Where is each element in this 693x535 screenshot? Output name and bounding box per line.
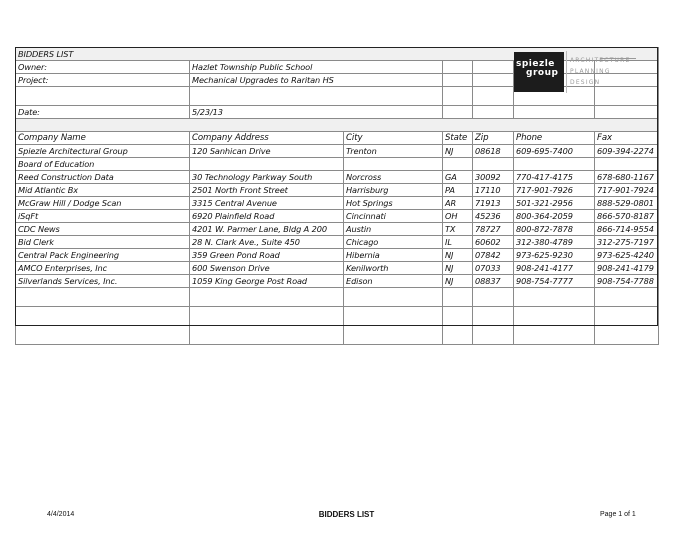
cell-zip: 08837: [473, 275, 514, 288]
cell-company-name: Silverlands Services, Inc.: [16, 275, 190, 288]
logo-mark-line2: group: [526, 68, 559, 78]
cell-fax: 908-754-7788: [595, 275, 659, 288]
cell-phone: 908-241-4177: [514, 262, 595, 275]
cell-company-address: 2501 North Front Street: [190, 184, 344, 197]
cell-fax: 973-625-4240: [595, 249, 659, 262]
date-row: [16, 106, 659, 119]
cell-company-address: 600 Swenson Drive: [190, 262, 344, 275]
cell-zip: 08618: [473, 145, 514, 158]
logo-word-planning: PLANNING: [570, 68, 611, 75]
table-row: [16, 197, 659, 210]
cell-city: Norcross: [344, 171, 443, 184]
cell-city: Austin: [344, 223, 443, 236]
logo-word-architecture: ARCHITECTURE: [570, 57, 631, 64]
footer-print-date: 4/4/2014: [47, 511, 75, 518]
column-header-row: [16, 132, 659, 145]
cell-phone: 800-872-7878: [514, 223, 595, 236]
cell-state: NJ: [443, 262, 473, 275]
cell-phone: 312-380-4789: [514, 236, 595, 249]
cell-city: Hibernia: [344, 249, 443, 262]
cell-city: Trenton: [344, 145, 443, 158]
table-row: [16, 158, 659, 171]
cell-fax: 866-714-9554: [595, 223, 659, 236]
cell-company-name: Mid Atlantic Bx: [16, 184, 190, 197]
cell-company-address: 6920 Plainfield Road: [190, 210, 344, 223]
cell-state: NJ: [443, 275, 473, 288]
col-phone: Phone: [514, 132, 595, 145]
cell-company-address: 4201 W. Parmer Lane, Bldg A 200: [190, 223, 344, 236]
cell-state: GA: [443, 171, 473, 184]
cell-phone: 501-321-2956: [514, 197, 595, 210]
table-row: [16, 145, 659, 158]
blank-band-row: [16, 119, 659, 132]
cell-city: Edison: [344, 275, 443, 288]
cell-company-name: McGraw Hill / Dodge Scan: [16, 197, 190, 210]
col-zip: Zip: [473, 132, 514, 145]
cell-fax: 866-570-8187: [595, 210, 659, 223]
cell-fax: 609-394-2274: [595, 145, 659, 158]
footer-title: BIDDERS LIST: [318, 510, 375, 519]
cell-state: AR: [443, 197, 473, 210]
col-state: State: [443, 132, 473, 145]
cell-state: IL: [443, 236, 473, 249]
col-company-name: Company Name: [16, 132, 190, 145]
table-row: [16, 223, 659, 236]
cell-company-address: 1059 King George Post Road: [190, 275, 344, 288]
cell-company-address: [190, 158, 344, 171]
cell-company-name: CDC News: [16, 223, 190, 236]
cell-fax: 888-529-0801: [595, 197, 659, 210]
cell-zip: 71913: [473, 197, 514, 210]
col-fax: Fax: [595, 132, 659, 145]
cell-company-name: Bid Clerk: [16, 236, 190, 249]
table-row: [16, 210, 659, 223]
cell-city: Kenilworth: [344, 262, 443, 275]
cell-city: Harrisburg: [344, 184, 443, 197]
cell-company-address: 3315 Central Avenue: [190, 197, 344, 210]
table-row: [16, 171, 659, 184]
cell-zip: 45236: [473, 210, 514, 223]
footer-page-number: Page 1 of 1: [600, 511, 636, 518]
cell-fax: 717-901-7924: [595, 184, 659, 197]
project-value: Mechanical Upgrades to Raritan HS: [190, 74, 443, 87]
cell-city: Chicago: [344, 236, 443, 249]
cell-company-address: 359 Green Pond Road: [190, 249, 344, 262]
cell-city: Hot Springs: [344, 197, 443, 210]
cell-company-name: AMCO Enterprises, Inc: [16, 262, 190, 275]
cell-company-address: 30 Technology Parkway South: [190, 171, 344, 184]
table-row: [16, 249, 659, 262]
project-label: Project:: [16, 74, 190, 87]
logo-divider: [566, 51, 567, 93]
cell-company-name: Spiezle Architectural Group: [16, 145, 190, 158]
cell-state: PA: [443, 184, 473, 197]
cell-company-name: iSqFt: [16, 210, 190, 223]
table-row: [16, 275, 659, 288]
cell-zip: 60602: [473, 236, 514, 249]
cell-zip: 17110: [473, 184, 514, 197]
cell-state: [443, 158, 473, 171]
cell-fax: 908-241-4179: [595, 262, 659, 275]
cell-phone: 973-625-9230: [514, 249, 595, 262]
cell-zip: 78727: [473, 223, 514, 236]
empty-rows: [16, 288, 659, 345]
cell-city: Cincinnati: [344, 210, 443, 223]
date-value: 5/23/13: [190, 106, 443, 119]
date-label: Date:: [16, 106, 190, 119]
cell-phone: [514, 158, 595, 171]
table-row: [16, 236, 659, 249]
logo-mark-line1: spiezle: [516, 59, 555, 69]
cell-company-address: 120 Sanhican Drive: [190, 145, 344, 158]
cell-company-name: Board of Education: [16, 158, 190, 171]
table-row: [16, 262, 659, 275]
owner-label: Owner:: [16, 61, 190, 74]
cell-state: NJ: [443, 145, 473, 158]
cell-fax: 312-275-7197: [595, 236, 659, 249]
col-company-address: Company Address: [190, 132, 344, 145]
cell-zip: [473, 158, 514, 171]
cell-phone: 800-364-2059: [514, 210, 595, 223]
cell-company-name: Reed Construction Data: [16, 171, 190, 184]
col-city: City: [344, 132, 443, 145]
cell-phone: 717-901-7926: [514, 184, 595, 197]
cell-company-address: 28 N. Clark Ave., Suite 450: [190, 236, 344, 249]
cell-phone: 908-754-7777: [514, 275, 595, 288]
cell-state: TX: [443, 223, 473, 236]
table-row: [16, 184, 659, 197]
cell-zip: 07033: [473, 262, 514, 275]
cell-phone: 770-417-4175: [514, 171, 595, 184]
cell-state: NJ: [443, 249, 473, 262]
cell-zip: 07842: [473, 249, 514, 262]
logo-mark-text: [516, 60, 558, 78]
sheet-title: BIDDERS LIST: [16, 48, 659, 61]
cell-zip: 30092: [473, 171, 514, 184]
logo-word-design: DESIGN: [570, 79, 601, 86]
cell-fax: 678-680-1167: [595, 171, 659, 184]
bidder-rows: [16, 145, 659, 288]
cell-state: OH: [443, 210, 473, 223]
cell-company-name: Central Pack Engineering: [16, 249, 190, 262]
owner-value: Hazlet Township Public School: [190, 61, 443, 74]
cell-phone: 609-695-7400: [514, 145, 595, 158]
cell-city: [344, 158, 443, 171]
cell-fax: [595, 158, 659, 171]
logo-words: [570, 55, 631, 88]
